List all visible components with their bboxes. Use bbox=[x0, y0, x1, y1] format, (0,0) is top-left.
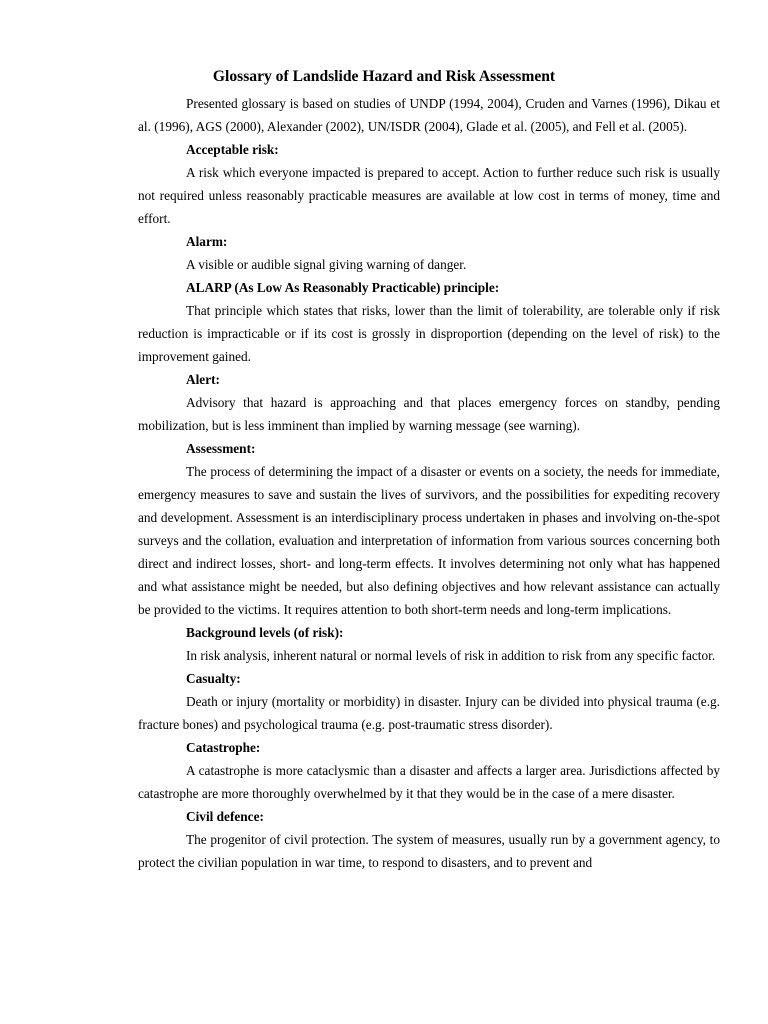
document-title: Glossary of Landslide Hazard and Risk Assessment bbox=[212, 68, 556, 85]
glossary-entry bbox=[138, 276, 720, 368]
glossary-entry bbox=[138, 368, 720, 437]
glossary-entry bbox=[138, 621, 720, 667]
glossary-entry bbox=[138, 138, 720, 230]
glossary-term: Catastrophe: bbox=[186, 740, 261, 755]
glossary-term: Background levels (of risk): bbox=[186, 625, 344, 640]
glossary-definition: A visible or audible signal giving warning of danger. bbox=[186, 257, 467, 272]
glossary-term: Alert: bbox=[186, 372, 220, 387]
glossary-definition: A risk which everyone impacted is prepared to accept. Action to further reduce such risk is usually not required unless reasonably practicable measures are available at low cost in terms of money, time and effort. bbox=[138, 165, 720, 226]
glossary-definition: A catastrophe is more cataclysmic than a disaster and affects a larger area. Jurisdictions affected by catastrophe are more thoroughly overwhelmed by it that they would be in the case of a mere disaster. bbox=[138, 763, 720, 801]
glossary-term: Casualty: bbox=[186, 671, 241, 686]
intro-paragraph: Presented glossary is based on studies of UNDP (1994, 2004), Cruden and Varnes (1996), Dikau et al. (1996), AGS (2000), Alexander (2002), UN/ISDR (2004), Glade et al. (2005), and Fell et al. (2005). bbox=[138, 96, 720, 134]
glossary-definition: In risk analysis, inherent natural or normal levels of risk in addition to risk from any specific factor. bbox=[186, 648, 716, 663]
glossary-definition: That principle which states that risks, lower than the limit of tolerability, are tolerable only if risk reduction is impracticable or if its cost is grossly in disproportion (depending on the level of risk) to the improvement gained. bbox=[138, 303, 720, 364]
glossary-term: Assessment: bbox=[186, 441, 256, 456]
glossary-definition: Advisory that hazard is approaching and that places emergency forces on standby, pending mobilization, but is less imminent than implied by warning message (see warning). bbox=[138, 395, 720, 433]
glossary-term: Acceptable risk: bbox=[186, 142, 279, 157]
document-body bbox=[138, 92, 720, 874]
glossary-definition: Death or injury (mortality or morbidity) in disaster. Injury can be divided into physical trauma (e.g. fracture bones) and psychological trauma (e.g. post-traumatic stress disorder). bbox=[138, 694, 720, 732]
glossary-entry bbox=[138, 667, 720, 736]
glossary-entry bbox=[138, 437, 720, 621]
glossary-term: ALARP (As Low As Reasonably Practicable) principle: bbox=[186, 280, 500, 295]
glossary-entry bbox=[138, 805, 720, 874]
glossary-definition: The progenitor of civil protection. The system of measures, usually run by a government agency, to protect the civilian population in war time, to respond to disasters, and to prevent and bbox=[138, 832, 720, 870]
glossary-term: Alarm: bbox=[186, 234, 228, 249]
glossary-term: Civil defence: bbox=[186, 809, 264, 824]
glossary-entry bbox=[138, 736, 720, 805]
glossary-entry bbox=[138, 230, 720, 276]
glossary-definition: The process of determining the impact of a disaster or events on a society, the needs for immediate, emergency measures to save and sustain the lives of survivors, and the possibilities for expediting recovery and development. Assessment is an interdisciplinary process undertaken in phases and involving on-the-spot surveys and the collation, evaluation and interpretation of information from various sources concerning both direct and indirect losses, short- and long-term effects. It involves determining not only what has happened and what assistance might be needed, but also defining objectives and how relevant assistance can actually be provided to the victims. It requires attention to both short-term needs and long-term implications. bbox=[138, 464, 720, 617]
